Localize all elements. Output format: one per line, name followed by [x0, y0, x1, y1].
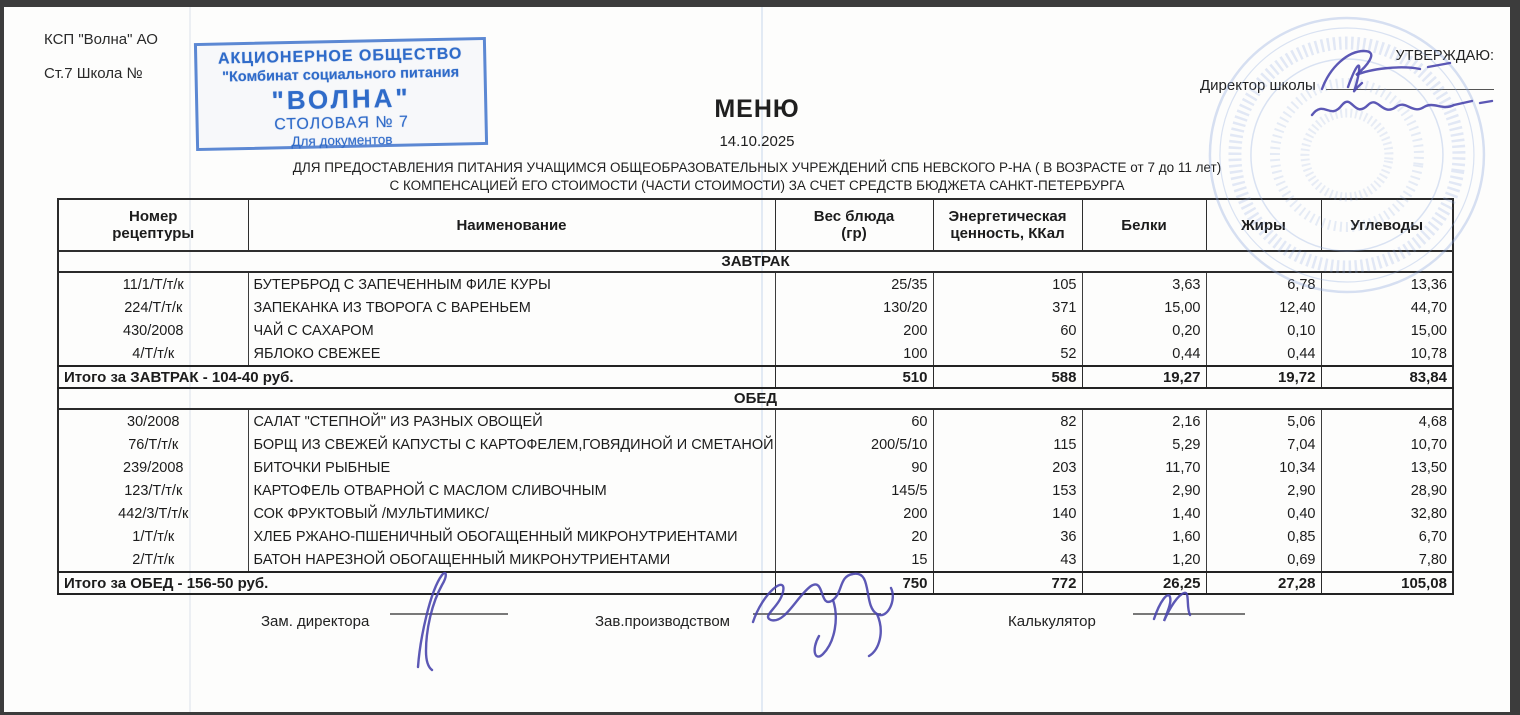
section-header-row	[58, 251, 1453, 272]
dish-weight: 130/20	[775, 296, 933, 319]
menu-item-row	[58, 296, 1453, 319]
column-header: Жиры	[1206, 199, 1321, 251]
dish-carbs: 15,00	[1321, 319, 1453, 342]
column-header: Наименование	[248, 199, 775, 251]
stamp-line: Для документов	[291, 131, 393, 150]
dish-kcal: 203	[933, 456, 1082, 479]
menu-item-row	[58, 342, 1453, 366]
dish-weight: 15	[775, 548, 933, 572]
stamp-line: СТОЛОВАЯ № 7	[274, 113, 410, 134]
dish-fat: 0,40	[1206, 502, 1321, 525]
recipe-number: 2/Т/т/к	[58, 548, 248, 572]
dish-protein: 2,16	[1082, 409, 1206, 433]
dish-protein: 5,29	[1082, 433, 1206, 456]
deputy-director-label: Зам. директора	[261, 613, 370, 630]
dish-carbs: 4,68	[1321, 409, 1453, 433]
menu-item-row	[58, 525, 1453, 548]
menu-date: 14.10.2025	[719, 133, 795, 150]
dish-weight: 100	[775, 342, 933, 366]
approve-label: УТВЕРЖДАЮ:	[1395, 48, 1494, 64]
section-total-row	[58, 572, 1453, 594]
dish-kcal: 115	[933, 433, 1082, 456]
production-manager-signature-line	[753, 613, 881, 615]
total-protein: 19,27	[1082, 366, 1206, 388]
total-fat: 19,72	[1206, 366, 1321, 388]
stamp-line: "Комбинат социального питания	[221, 64, 460, 86]
dish-weight: 60	[775, 409, 933, 433]
dish-fat: 5,06	[1206, 409, 1321, 433]
dish-name: БУТЕРБРОД С ЗАПЕЧЕННЫМ ФИЛЕ КУРЫ	[248, 272, 775, 296]
deputy-director-signature-line	[390, 613, 508, 615]
subtitle-line-2: С КОМПЕНСАЦИЕЙ ЕГО СТОИМОСТИ (ЧАСТИ СТОИМОСТИ) ЗА СЧЕТ СРЕДСТВ БЮДЖЕТА САНКТ-ПЕТЕРБУРГА	[389, 178, 1125, 193]
dish-fat: 0,69	[1206, 548, 1321, 572]
recipe-number: 224/Т/т/к	[58, 296, 248, 319]
dish-name: СОК ФРУКТОВЫЙ /МУЛЬТИМИКС/	[248, 502, 775, 525]
dish-weight: 200	[775, 319, 933, 342]
document-page	[4, 7, 1510, 712]
dish-protein: 1,60	[1082, 525, 1206, 548]
dish-name: БИТОЧКИ РЫБНЫЕ	[248, 456, 775, 479]
dish-kcal: 153	[933, 479, 1082, 502]
column-header: Углеводы	[1321, 199, 1453, 251]
dish-kcal: 52	[933, 342, 1082, 366]
section-header-row	[58, 388, 1453, 409]
menu-table-head	[58, 199, 1453, 251]
dish-fat: 2,90	[1206, 479, 1321, 502]
total-kcal: 588	[933, 366, 1082, 388]
recipe-number: 123/Т/т/к	[58, 479, 248, 502]
page-title: МЕНЮ	[714, 95, 800, 123]
dish-weight: 200	[775, 502, 933, 525]
dish-carbs: 13,36	[1321, 272, 1453, 296]
total-carbs: 83,84	[1321, 366, 1453, 388]
stamp-line: "ВОЛНА"	[271, 82, 411, 116]
dish-protein: 2,90	[1082, 479, 1206, 502]
org-name: КСП "Волна" АО	[44, 31, 158, 48]
menu-item-row	[58, 409, 1453, 433]
total-weight: 510	[775, 366, 933, 388]
dish-carbs: 10,70	[1321, 433, 1453, 456]
subtitle-line-1: ДЛЯ ПРЕДОСТАВЛЕНИЯ ПИТАНИЯ УЧАЩИМСЯ ОБЩЕОБРАЗОВАТЕЛЬНЫХ УЧРЕЖДЕНИЙ СПБ НЕВСКОГО Р-НА ( В ВОЗРАСТЕ от 7 до 11 лет)	[292, 160, 1222, 175]
dish-protein: 0,20	[1082, 319, 1206, 342]
dish-name: КАРТОФЕЛЬ ОТВАРНОЙ С МАСЛОМ СЛИВОЧНЫМ	[248, 479, 775, 502]
column-header: Номер рецептуры	[58, 199, 248, 251]
dish-fat: 6,78	[1206, 272, 1321, 296]
calculator-signature-line	[1133, 613, 1245, 615]
total-carbs: 105,08	[1321, 572, 1453, 594]
dish-protein: 15,00	[1082, 296, 1206, 319]
recipe-number: 76/Т/т/к	[58, 433, 248, 456]
dish-protein: 1,20	[1082, 548, 1206, 572]
dish-weight: 25/35	[775, 272, 933, 296]
dish-protein: 11,70	[1082, 456, 1206, 479]
dish-protein: 1,40	[1082, 502, 1206, 525]
dish-fat: 0,85	[1206, 525, 1321, 548]
dish-weight: 145/5	[775, 479, 933, 502]
total-weight: 750	[775, 572, 933, 594]
dish-name: ЗАПЕКАНКА ИЗ ТВОРОГА С ВАРЕНЬЕМ	[248, 296, 775, 319]
dish-fat: 12,40	[1206, 296, 1321, 319]
menu-item-row	[58, 456, 1453, 479]
menu-item-row	[58, 272, 1453, 296]
dish-carbs: 32,80	[1321, 502, 1453, 525]
dish-protein: 3,63	[1082, 272, 1206, 296]
director-signature-line	[1326, 89, 1494, 90]
dish-weight: 20	[775, 525, 933, 548]
recipe-number: 30/2008	[58, 409, 248, 433]
section-total-row	[58, 366, 1453, 388]
menu-item-row	[58, 433, 1453, 456]
total-label: Итого за ОБЕД - 156-50 руб.	[58, 572, 775, 594]
org-school: Ст.7 Школа №	[44, 65, 143, 82]
dish-name: ЯБЛОКО СВЕЖЕЕ	[248, 342, 775, 366]
total-label: Итого за ЗАВТРАК - 104-40 руб.	[58, 366, 775, 388]
dish-name: САЛАТ "СТЕПНОЙ" ИЗ РАЗНЫХ ОВОЩЕЙ	[248, 409, 775, 433]
dish-kcal: 60	[933, 319, 1082, 342]
dish-kcal: 36	[933, 525, 1082, 548]
recipe-number: 430/2008	[58, 319, 248, 342]
recipe-number: 1/Т/т/к	[58, 525, 248, 548]
total-fat: 27,28	[1206, 572, 1321, 594]
total-kcal: 772	[933, 572, 1082, 594]
dish-name: ЧАЙ С САХАРОМ	[248, 319, 775, 342]
dish-kcal: 82	[933, 409, 1082, 433]
menu-item-row	[58, 548, 1453, 572]
recipe-number: 239/2008	[58, 456, 248, 479]
menu-item-row	[58, 319, 1453, 342]
calculator-label: Калькулятор	[1008, 613, 1096, 630]
dish-fat: 0,44	[1206, 342, 1321, 366]
dish-kcal: 105	[933, 272, 1082, 296]
menu-item-row	[58, 479, 1453, 502]
total-protein: 26,25	[1082, 572, 1206, 594]
dish-carbs: 13,50	[1321, 456, 1453, 479]
dish-carbs: 44,70	[1321, 296, 1453, 319]
stamp-line: АКЦИОНЕРНОЕ ОБЩЕСТВО	[217, 45, 463, 68]
dish-kcal: 43	[933, 548, 1082, 572]
section-title: ОБЕД	[58, 388, 1453, 409]
table-header-row	[58, 199, 1453, 251]
menu-table	[57, 198, 1454, 595]
director-label: Директор школы	[1200, 77, 1316, 94]
dish-weight: 200/5/10	[775, 433, 933, 456]
recipe-number: 442/3/Т/т/к	[58, 502, 248, 525]
dish-name: ХЛЕБ РЖАНО-ПШЕНИЧНЫЙ ОБОГАЩЕННЫЙ МИКРОНУТРИЕНТАМИ	[248, 525, 775, 548]
section-title: ЗАВТРАК	[58, 251, 1453, 272]
menu-item-row	[58, 502, 1453, 525]
dish-fat: 10,34	[1206, 456, 1321, 479]
dish-protein: 0,44	[1082, 342, 1206, 366]
dish-carbs: 28,90	[1321, 479, 1453, 502]
dish-carbs: 10,78	[1321, 342, 1453, 366]
dish-name: БОРЩ ИЗ СВЕЖЕЙ КАПУСТЫ С КАРТОФЕЛЕМ,ГОВЯДИНОЙ И СМЕТАНОЙ	[248, 433, 775, 456]
menu-table-body	[58, 251, 1453, 594]
column-header: Энергетическая ценность, ККал	[933, 199, 1082, 251]
recipe-number: 11/1/Т/т/к	[58, 272, 248, 296]
dish-fat: 7,04	[1206, 433, 1321, 456]
column-header: Белки	[1082, 199, 1206, 251]
recipe-number: 4/Т/т/к	[58, 342, 248, 366]
dish-fat: 0,10	[1206, 319, 1321, 342]
dish-carbs: 7,80	[1321, 548, 1453, 572]
dish-carbs: 6,70	[1321, 525, 1453, 548]
column-header: Вес блюда (гр)	[775, 199, 933, 251]
production-manager-label: Зав.производством	[595, 613, 730, 630]
dish-kcal: 371	[933, 296, 1082, 319]
dish-kcal: 140	[933, 502, 1082, 525]
dish-weight: 90	[775, 456, 933, 479]
dish-name: БАТОН НАРЕЗНОЙ ОБОГАЩЕННЫЙ МИКРОНУТРИЕНТАМИ	[248, 548, 775, 572]
